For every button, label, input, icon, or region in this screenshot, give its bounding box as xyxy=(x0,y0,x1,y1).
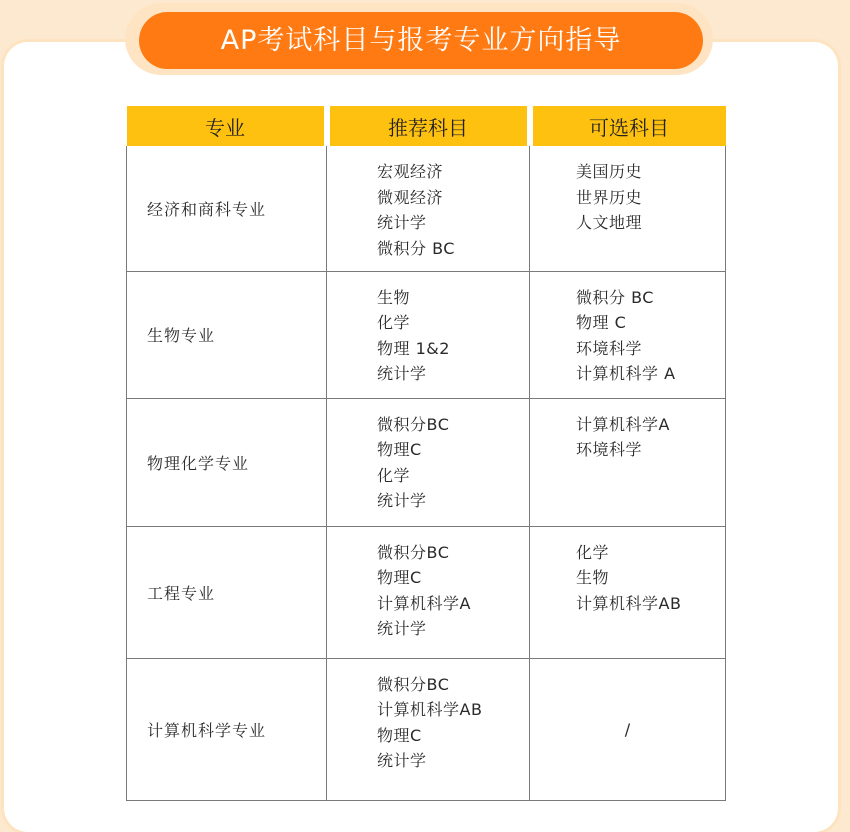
table-row xyxy=(127,271,726,398)
major-cell: 经济和商科专业 xyxy=(127,146,327,271)
optional-item: 环境科学 xyxy=(576,338,643,358)
recommended-item: 化学 xyxy=(377,465,411,485)
recommended-item: 物理 1&2 xyxy=(377,338,450,358)
recommended-cell xyxy=(327,146,530,271)
recommended-item: 计算机科学A xyxy=(377,593,471,613)
recommended-item: 物理C xyxy=(377,440,422,459)
optional-item: 计算机科学 A xyxy=(576,364,676,383)
recommended-item: 微观经济 xyxy=(377,187,444,207)
recommended-item: 统计学 xyxy=(377,751,427,770)
optional-cell xyxy=(530,146,726,271)
optional-item: 计算机科学A xyxy=(576,414,670,434)
optional-item: 计算机科学AB xyxy=(576,593,682,613)
optional-item: 世界历史 xyxy=(576,187,643,207)
recommended-item: 统计学 xyxy=(377,213,427,232)
table-row xyxy=(127,146,726,271)
optional-item: / xyxy=(624,719,631,739)
recommended-item: 微积分BC xyxy=(377,414,450,434)
optional-item: 生物 xyxy=(576,568,610,587)
recommended-item: 生物 xyxy=(377,287,411,307)
page-title: AP考试科目与报考专业方向指导 xyxy=(139,12,703,69)
recommended-item: 统计学 xyxy=(377,364,427,383)
table-row xyxy=(127,398,726,526)
recommended-cell xyxy=(327,398,530,526)
optional-cell xyxy=(530,398,726,526)
header-optional: 可选科目 xyxy=(530,106,726,146)
recommended-item: 统计学 xyxy=(377,619,427,638)
optional-item: 物理 C xyxy=(576,313,627,332)
recommended-item: 物理C xyxy=(377,725,422,745)
header-major: 专业 xyxy=(127,106,327,146)
table-row xyxy=(127,658,726,800)
table-header-row xyxy=(127,106,726,146)
recommended-cell xyxy=(327,526,530,658)
recommended-item: 微积分 BC xyxy=(377,238,455,258)
recommended-cell xyxy=(327,271,530,398)
optional-item: 微积分 BC xyxy=(576,287,654,307)
optional-cell xyxy=(530,271,726,398)
recommended-item: 微积分BC xyxy=(377,542,450,562)
major-cell: 物理化学专业 xyxy=(127,398,327,526)
optional-item: 化学 xyxy=(576,542,610,562)
optional-item: 环境科学 xyxy=(576,440,643,459)
table-row xyxy=(127,526,726,658)
major-cell: 工程专业 xyxy=(127,526,327,658)
recommended-item: 物理C xyxy=(377,568,422,587)
recommended-item: 化学 xyxy=(377,313,411,332)
recommended-item: 统计学 xyxy=(377,491,427,510)
header-recommended: 推荐科目 xyxy=(327,106,530,146)
recommended-item: 计算机科学AB xyxy=(377,700,483,719)
recommended-item: 宏观经济 xyxy=(377,162,444,181)
optional-cell xyxy=(530,526,726,658)
optional-item: 美国历史 xyxy=(576,162,643,181)
major-cell: 生物专业 xyxy=(127,271,327,398)
guide-table xyxy=(126,106,726,801)
major-cell: 计算机科学专业 xyxy=(127,658,327,800)
optional-cell xyxy=(530,658,726,800)
recommended-item: 微积分BC xyxy=(377,674,450,694)
recommended-cell xyxy=(327,658,530,800)
optional-item: 人文地理 xyxy=(576,213,643,232)
